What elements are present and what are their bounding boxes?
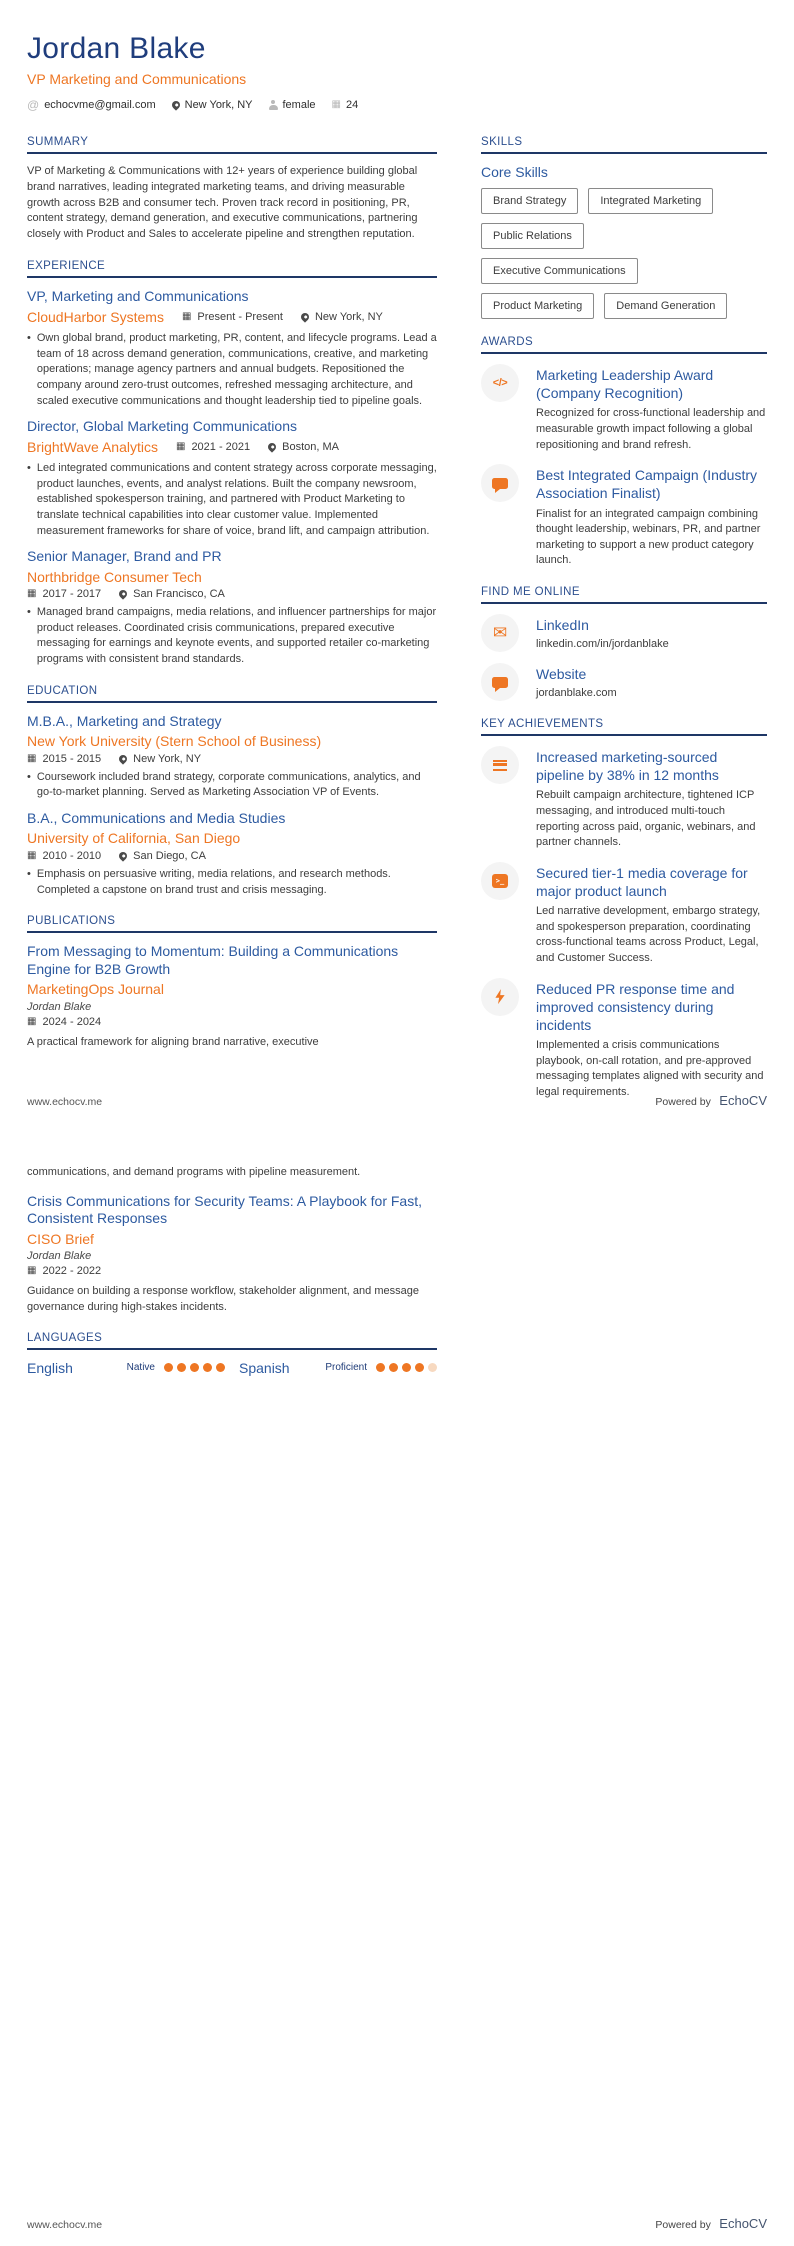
find-me-online-section	[481, 586, 767, 701]
level-dot-empty	[428, 1363, 437, 1372]
language-item	[239, 1360, 437, 1376]
experience-heading: EXPERIENCE	[27, 260, 437, 278]
language-name: Spanish	[239, 1359, 290, 1376]
contact-email	[27, 98, 156, 112]
degree-title: M.B.A., Marketing and Strategy	[27, 712, 222, 729]
page-footer	[27, 2215, 767, 2233]
level-dot	[415, 1363, 424, 1372]
education-dates: ▦ 2010 - 2010	[27, 849, 102, 862]
page-footer	[27, 1092, 767, 1110]
contact-gender	[269, 99, 316, 111]
award-description: Finalist for an integrated campaign combining thought leadership, webinars, PR, and partner marketing to support a new product category launch.	[536, 507, 761, 567]
at-icon: @	[27, 98, 40, 112]
contact-location-text: New York, NY	[184, 99, 253, 111]
powered-by-text: Powered by	[655, 2219, 711, 2231]
achievement-icon-circle	[481, 746, 519, 784]
experience-section	[27, 260, 437, 668]
job-location: New York, NY	[301, 311, 383, 323]
profile-label: Website	[536, 666, 587, 683]
job-dates: ▦ Present - Present	[181, 311, 283, 324]
award-title: Best Integrated Campaign (Industry Association Finalist)	[536, 467, 758, 502]
journal-name: CISO Brief	[27, 1230, 94, 1247]
skill-chip: Demand Generation	[604, 293, 727, 319]
achievement-title: Increased marketing-sourced pipeline by 38% in 12 months	[536, 749, 719, 784]
languages-section	[27, 1332, 437, 1376]
publication-author: Jordan Blake	[27, 1000, 92, 1013]
terminal-icon: >_	[492, 874, 508, 888]
achievement-icon-circle	[481, 862, 519, 900]
publication-author: Jordan Blake	[27, 1250, 92, 1263]
find-me-online-heading: FIND ME ONLINE	[481, 586, 767, 604]
achievement-description: Rebuilt campaign architecture, tightened ICP messaging, and introduced multi-touch reporting across paid, organic, webinars, and partner channels.	[536, 789, 756, 849]
level-dot	[216, 1363, 225, 1372]
job-bullet: • Led integrated communications and content strategy across corporate messaging, product launches, events, and analyst relations. Built the company newsroom, established spokesperson training, and partnered with Product Marketing to translate technical capabilities into clear customer value. Implemented measurement frameworks for share of voice, brand lift, and campaign attribution.	[27, 462, 437, 537]
achievement-description: Implemented a crisis communications playbook, on-call rotation, and pre-approved messaging templates aligned with security and legal requirements.	[536, 1039, 764, 1099]
job-dates: ▦ 2017 - 2017	[27, 588, 102, 601]
publication-title: Crisis Communications for Security Teams: A Playbook for Fast, Consistent Responses	[27, 1192, 422, 1227]
languages-heading: LANGUAGES	[27, 1332, 437, 1350]
achievement-title: Reduced PR response time and improved consistency during incidents	[536, 980, 735, 1034]
company-name: BrightWave Analytics	[27, 438, 158, 455]
profile-label: LinkedIn	[536, 617, 589, 634]
candidate-name: Jordan Blake	[27, 32, 206, 65]
resume-page-2	[0, 1123, 794, 2246]
profile-url[interactable]: jordanblake.com	[536, 687, 617, 700]
language-level-dots	[376, 1363, 437, 1372]
job-location: San Francisco, CA	[119, 588, 225, 600]
person-icon	[269, 100, 278, 110]
publication-item	[27, 1193, 437, 1316]
contact-age	[332, 99, 359, 111]
job-title: Senior Manager, Brand and PR	[27, 548, 222, 565]
calendar-icon: ▦	[175, 441, 186, 453]
education-dates: ▦ 2015 - 2015	[27, 752, 102, 765]
language-level-dots	[164, 1363, 225, 1372]
right-column	[481, 136, 767, 1118]
speech-bubble-icon	[492, 478, 508, 489]
speech-bubble-icon	[492, 677, 508, 688]
education-bullet: • Emphasis on persuasive writing, media relations, and research methods. Completed a capstone on brand trust and crisis messaging.	[27, 867, 391, 896]
language-level: Proficient	[325, 1362, 367, 1374]
contact-gender-text: female	[282, 99, 316, 111]
level-dot	[164, 1363, 173, 1372]
code-icon: </>	[492, 377, 508, 389]
publication-description-continued: communications, and demand programs with pipeline measurement.	[27, 1166, 361, 1178]
job-bullet: • Managed brand campaigns, media relations, and influencer partnerships for major product releases. Coordinated crisis communications, prepared executive messaging for earnings and keynote events, and supported retailer co-marketing programs with consistent brand standards.	[27, 606, 437, 666]
education-location: San Diego, CA	[119, 850, 206, 862]
calendar-icon: ▦	[27, 1015, 37, 1027]
contact-age-text: 24	[345, 99, 359, 111]
publication-description: A practical framework for aligning brand narrative, executive	[27, 1035, 319, 1048]
level-dot	[190, 1363, 199, 1372]
summary-section	[27, 136, 437, 243]
level-dot	[376, 1363, 385, 1372]
calendar-icon: ▦	[27, 1265, 37, 1277]
online-profile-item	[481, 614, 767, 652]
education-item	[27, 713, 437, 801]
achievement-title: Secured tier-1 media coverage for major product launch	[536, 864, 748, 900]
language-item	[27, 1360, 225, 1376]
online-profile-item	[481, 663, 767, 701]
education-section	[27, 685, 437, 898]
menu-lines-icon	[493, 760, 507, 771]
award-icon-circle	[481, 364, 519, 402]
profile-icon-circle	[481, 614, 519, 652]
school-name: University of California, San Diego	[27, 830, 241, 847]
calendar-icon: ▦	[27, 588, 37, 600]
footer-site-link[interactable]: www.echocv.me	[27, 2219, 103, 2231]
award-item	[481, 364, 767, 453]
left-column	[27, 136, 437, 1118]
skill-chip: Public Relations	[481, 223, 584, 249]
level-dot	[389, 1363, 398, 1372]
location-pin-icon	[299, 312, 310, 323]
journal-name: MarketingOps Journal	[27, 981, 164, 998]
school-name: New York University (Stern School of Business)	[27, 733, 322, 750]
profile-icon-circle	[481, 663, 519, 701]
job-title: VP, Marketing and Communications	[27, 288, 249, 305]
publications-section	[27, 915, 437, 1050]
publications-heading: PUBLICATIONS	[27, 915, 437, 933]
publication-dates: ▦ 2024 - 2024	[27, 1015, 102, 1028]
calendar-icon: ▦	[27, 752, 37, 764]
skills-group-title: Core Skills	[481, 164, 548, 180]
level-dot	[203, 1363, 212, 1372]
lightning-icon	[495, 989, 506, 1004]
education-heading: EDUCATION	[27, 685, 437, 703]
education-item	[27, 810, 437, 898]
contact-email-text: echocvme@gmail.com	[44, 99, 156, 111]
key-achievements-heading: KEY ACHIEVEMENTS	[481, 718, 767, 736]
level-dot	[402, 1363, 411, 1372]
job-title: Director, Global Marketing Communications	[27, 418, 297, 435]
candidate-headline: VP Marketing and Communications	[27, 71, 247, 87]
powered-by-text: Powered by	[655, 1096, 711, 1108]
location-pin-icon	[170, 99, 181, 110]
awards-heading: AWARDS	[481, 336, 767, 354]
skill-chip: Product Marketing	[481, 293, 594, 319]
skill-chip: Executive Communications	[481, 258, 638, 284]
education-bullet: • Coursework included brand strategy, corporate communications, analytics, and go-to-market planning. Served as Marketing Association VP of Events.	[27, 770, 421, 799]
achievement-item	[481, 978, 767, 1101]
job-bullet: • Own global brand, product marketing, PR, content, and lifecycle programs. Lead a team of 18 across demand generation, communications, creative, and marketing operations; manage agency partners and annual budgets. Repositioned the company around zero-trust outcomes, refreshed messaging architecture, and scaled executive communications and thought leadership tied to pipeline goals.	[27, 332, 437, 407]
achievement-icon-circle	[481, 978, 519, 1016]
publication-item	[27, 943, 437, 1050]
key-achievements-section	[481, 718, 767, 1101]
achievement-item	[481, 746, 767, 851]
publication-dates: ▦ 2022 - 2022	[27, 1265, 102, 1278]
job-dates: ▦ 2021 - 2021	[175, 441, 251, 454]
footer-site-link[interactable]: www.echocv.me	[27, 1096, 103, 1108]
echocv-brand-link[interactable]: EchoCV	[719, 2216, 767, 2231]
contact-row	[27, 98, 767, 112]
location-pin-icon	[118, 850, 129, 861]
achievement-item	[481, 862, 767, 967]
education-location: New York, NY	[119, 753, 201, 765]
echocv-brand-link[interactable]: EchoCV	[719, 1093, 767, 1108]
envelope-icon: ✉	[492, 622, 508, 643]
award-item	[481, 464, 767, 569]
achievement-description: Led narrative development, embargo strategy, and spokesperson preparation, coordinating cross-functional teams across Product, Legal, and Customer Success.	[536, 905, 761, 965]
language-name: English	[27, 1359, 73, 1376]
award-description: Recognized for cross-functional leadership and measurable growth impact following a global repositioning and brand refresh.	[536, 407, 766, 451]
company-name: Northbridge Consumer Tech	[27, 568, 202, 585]
job-location: Boston, MA	[268, 441, 339, 453]
location-pin-icon	[266, 442, 277, 453]
award-title: Marketing Leadership Award (Company Recognition)	[536, 367, 714, 402]
summary-heading: SUMMARY	[27, 136, 437, 154]
skills-section	[481, 136, 767, 319]
contact-location	[172, 99, 253, 111]
calendar-icon: ▦	[27, 849, 37, 861]
level-dot	[177, 1363, 186, 1372]
skill-chip: Integrated Marketing	[588, 188, 713, 214]
location-pin-icon	[118, 589, 129, 600]
publication-description: Guidance on building a response workflow, stakeholder alignment, and message governance during high-stakes incidents.	[27, 1285, 419, 1314]
company-name: CloudHarbor Systems	[27, 308, 164, 325]
awards-section	[481, 336, 767, 569]
skills-heading: SKILLS	[481, 136, 767, 154]
experience-item	[27, 418, 437, 539]
summary-text: VP of Marketing & Communications with 12+ years of experience building global brand narratives, leading integrated marketing teams, and driving measurable growth across B2B and consumer tech. Proven track record in positioning, PR, content strategy, demand generation, and executive communications, partnering closely with Product and Sales to accelerate pipeline and strengthen reputation.	[27, 165, 418, 241]
profile-url[interactable]: linkedin.com/in/jordanblake	[536, 638, 669, 651]
degree-title: B.A., Communications and Media Studies	[27, 809, 286, 826]
location-pin-icon	[118, 753, 129, 764]
publication-title: From Messaging to Momentum: Building a Communications Engine for B2B Growth	[27, 943, 399, 977]
language-level: Native	[126, 1362, 155, 1374]
award-icon-circle	[481, 464, 519, 502]
experience-item	[27, 288, 437, 409]
skill-chip: Brand Strategy	[481, 188, 578, 214]
calendar-icon: ▦	[181, 311, 192, 323]
experience-item	[27, 548, 437, 667]
calendar-icon: ▦	[331, 99, 341, 110]
